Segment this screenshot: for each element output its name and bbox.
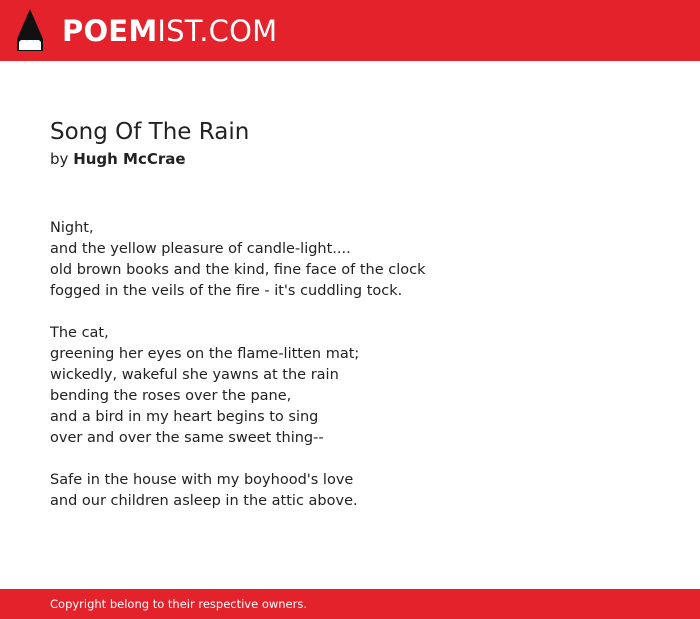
logo-light-text: IST.COM — [157, 14, 278, 48]
poem-line: wickedly, wakeful she yawns at the rain — [50, 367, 339, 383]
poem-stanza — [50, 470, 426, 512]
poem-line: and the yellow pleasure of candle-light.... — [50, 241, 351, 257]
copyright-text: Copyright belong to their respective owners. — [50, 597, 308, 611]
poem-line: bending the roses over the pane, — [50, 388, 292, 404]
poem-stanza — [50, 218, 426, 302]
site-footer — [0, 589, 700, 619]
poem-line: The cat, — [50, 325, 109, 341]
poem-stanza — [50, 323, 426, 449]
poem-line: and a bird in my heart begins to sing — [50, 409, 319, 425]
poem-body — [50, 218, 426, 512]
poem-line: old brown books and the kind, fine face of the clock — [50, 262, 426, 278]
stanza-gap — [50, 302, 426, 323]
by-label: by — [50, 150, 69, 168]
poem-line: greening her eyes on the flame-litten mat; — [50, 346, 360, 362]
poem-byline — [50, 148, 186, 170]
poem-line: fogged in the veils of the fire - it's cuddling tock. — [50, 283, 403, 299]
poem-line: Night, — [50, 220, 94, 236]
site-logo[interactable] — [62, 13, 277, 49]
site-header — [0, 0, 700, 61]
poem-line: and our children asleep in the attic above. — [50, 493, 358, 509]
poem-line: over and over the same sweet thing-- — [50, 430, 324, 446]
poem-title: Song Of The Rain — [50, 119, 250, 145]
stanza-gap — [50, 449, 426, 470]
pencil-tip-icon[interactable] — [17, 9, 43, 51]
logo-bold-text: POEM — [62, 14, 158, 48]
author-name: Hugh McCrae — [73, 150, 186, 168]
poem-line: Safe in the house with my boyhood's love — [50, 472, 354, 488]
